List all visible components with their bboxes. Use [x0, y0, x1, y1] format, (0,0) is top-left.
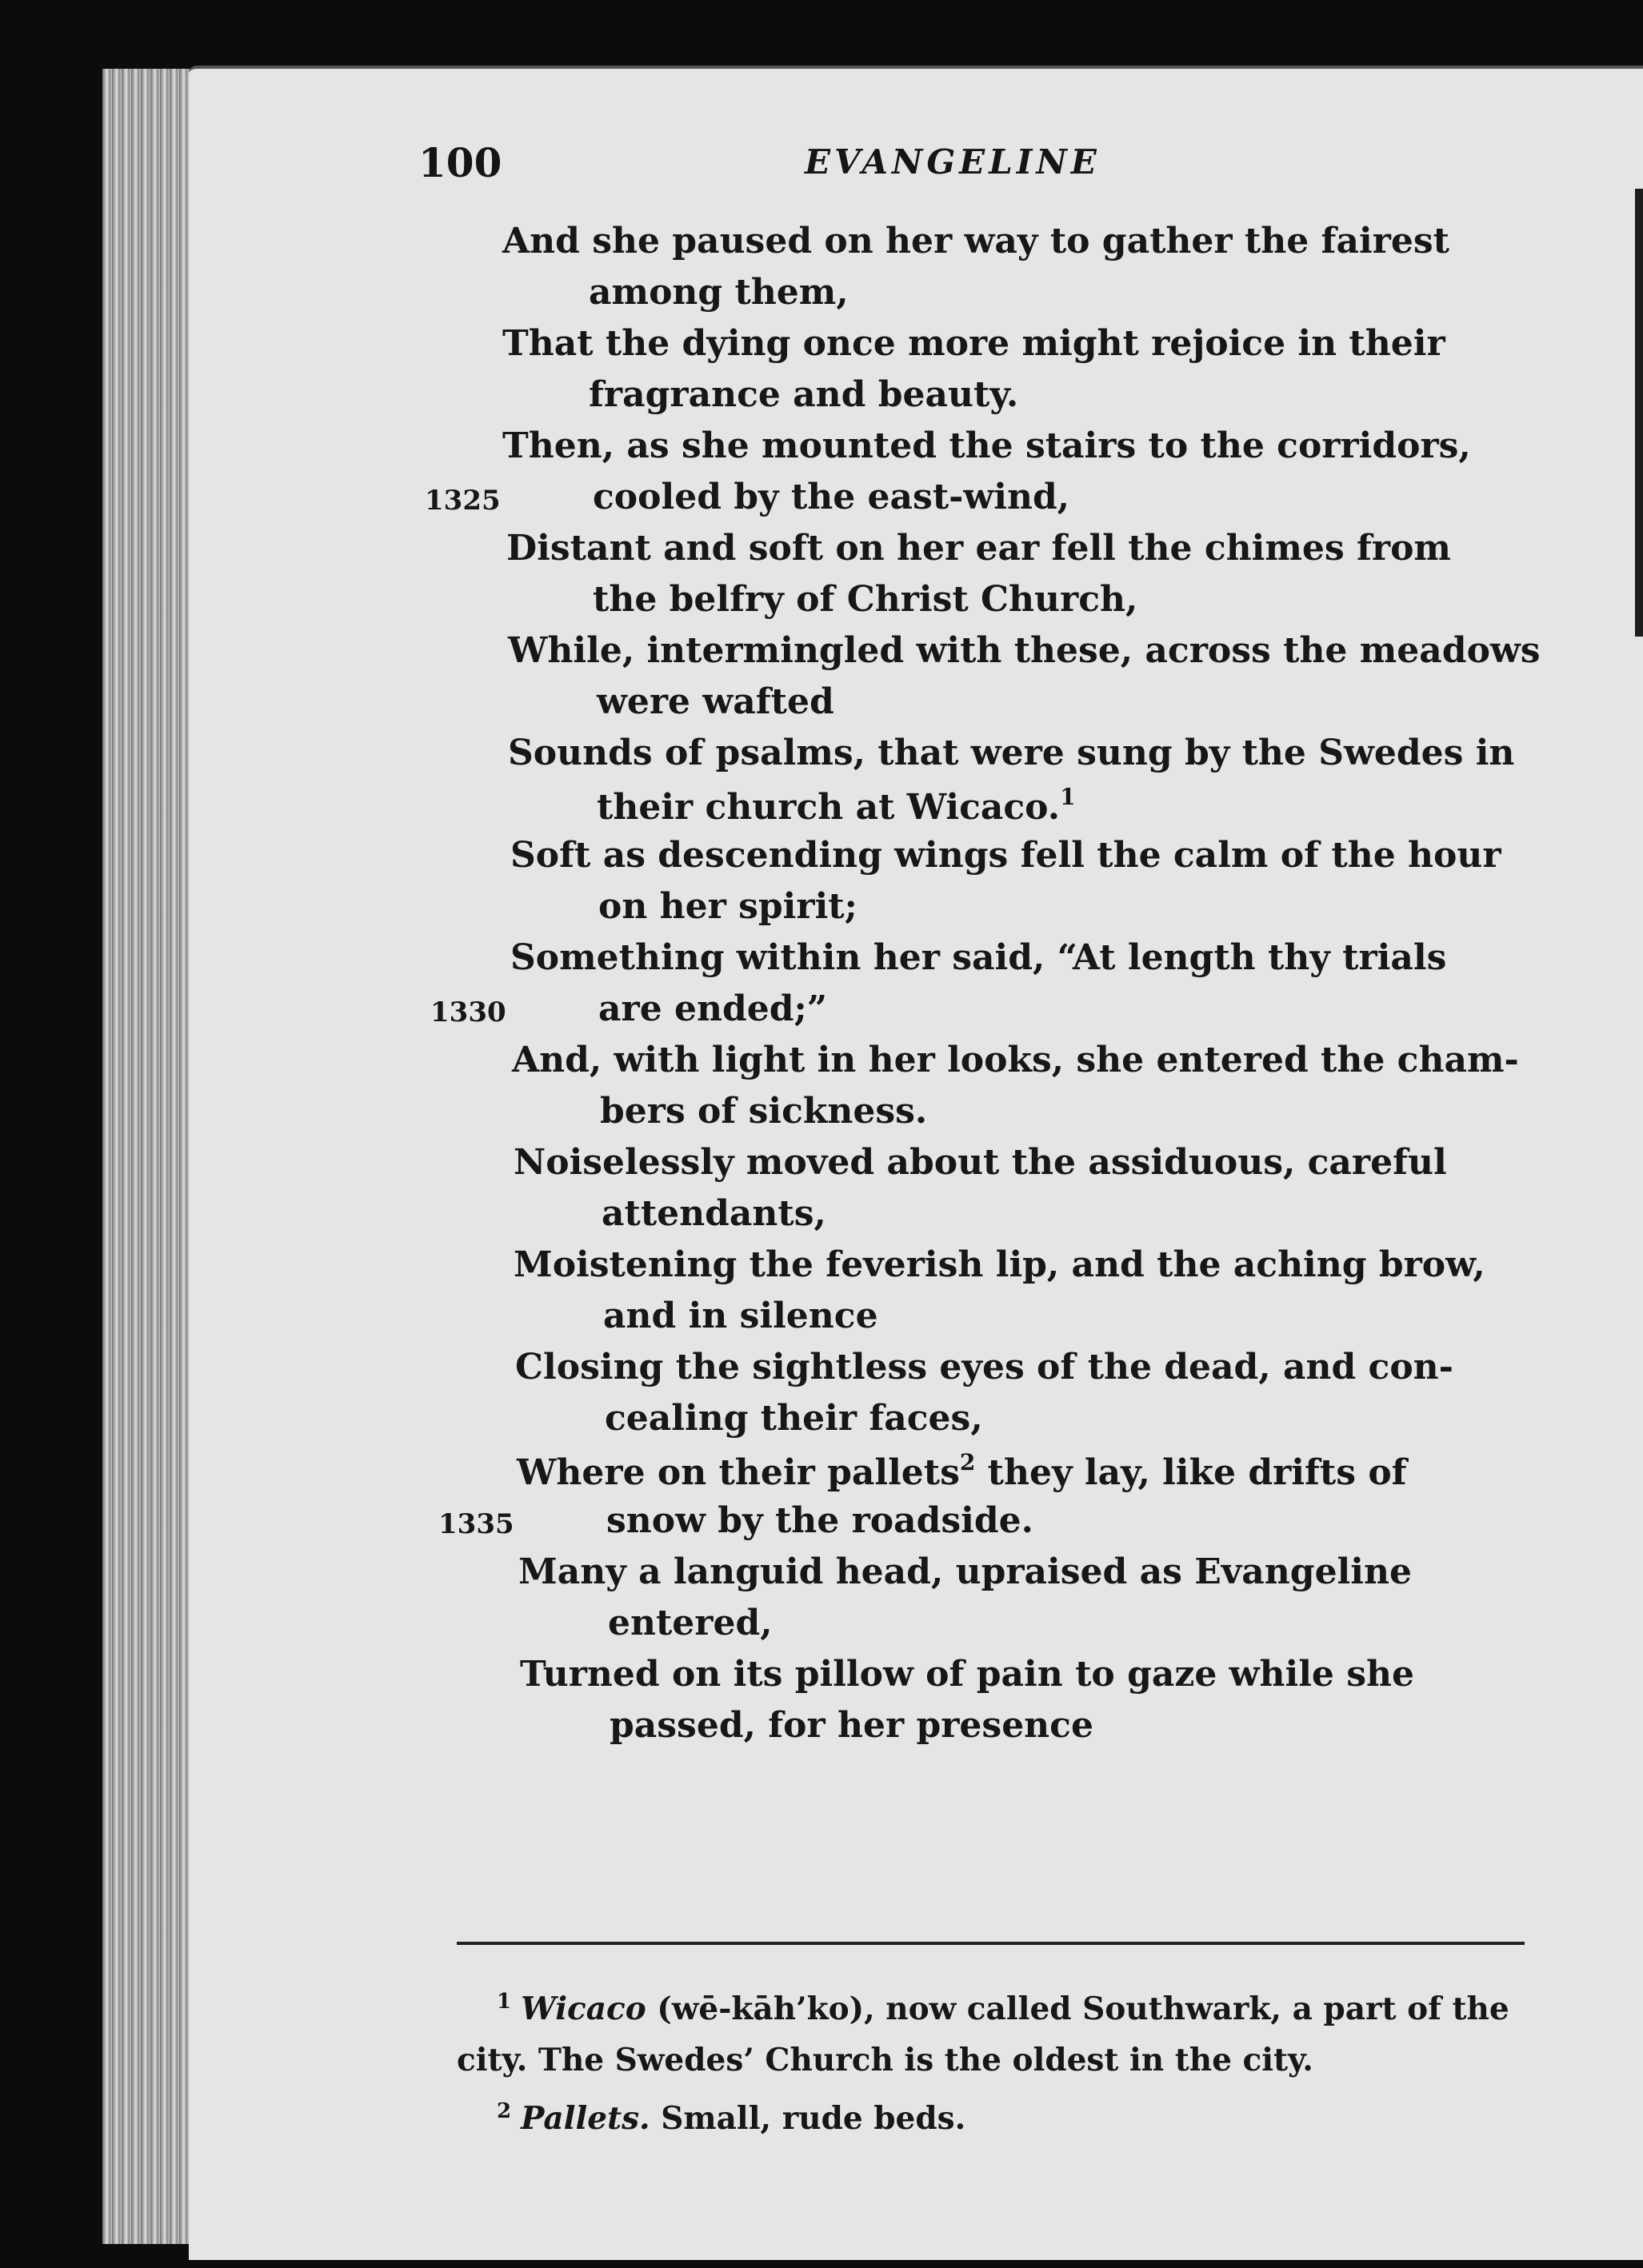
- footnote: [457, 1976, 1529, 2034]
- footnote-text: (wē-kāh’ko), now called Southwark, a part of the: [646, 1990, 1509, 2027]
- footnote-divider: [457, 1942, 1525, 1945]
- verse-line: Closing the sightless eyes of the dead, and con-: [515, 1347, 1453, 1388]
- footnote-text: Small, rude beds.: [650, 2100, 966, 2137]
- verse-line: on her spirit;: [598, 886, 857, 927]
- verse-line: are ended;”: [598, 988, 828, 1029]
- verse-line: the belfry of Christ Church,: [593, 579, 1138, 620]
- verse-line: cooled by the east-wind,: [593, 477, 1070, 517]
- verse-line: Then, as she mounted the stairs to the corridors,: [502, 425, 1471, 466]
- verse-line: Distant and soft on her ear fell the chimes from: [506, 528, 1451, 569]
- verse-line: and in silence: [603, 1296, 878, 1336]
- footnote-mark: 1: [497, 1990, 512, 2014]
- footnote-term: Wicaco: [521, 1990, 646, 2027]
- verse-line: Many a languid head, upraised as Evangeline: [518, 1551, 1412, 1592]
- verse-line: [597, 784, 1076, 828]
- verse-text: Where on their pallets: [517, 1452, 960, 1493]
- verse-line: passed, for her presence: [610, 1705, 1093, 1746]
- footnote-term: Pallets.: [521, 2100, 650, 2137]
- verse-text: they lay, like drifts of: [975, 1452, 1407, 1493]
- verse-line: attendants,: [602, 1193, 826, 1234]
- verse-line: cealing their faces,: [605, 1398, 983, 1439]
- verse-line: Soft as descending wings fell the calm of the hour: [510, 835, 1501, 876]
- verse-line: Sounds of psalms, that were sung by the Swedes in: [508, 733, 1515, 773]
- line-number: 1325: [425, 485, 501, 517]
- verse-line: While, intermingled with these, across the meadows: [508, 630, 1541, 671]
- verse-line: And, with light in her looks, she entered the cham-: [512, 1040, 1519, 1080]
- book-page-edges: [102, 69, 199, 2244]
- verse-line: [517, 1449, 1407, 1493]
- verse-line: Noiselessly moved about the assiduous, careful: [514, 1142, 1447, 1183]
- footnote-mark: 2: [497, 2099, 512, 2123]
- footnote-continuation: city. The Swedes’ Church is the oldest in the city.: [457, 2042, 1313, 2078]
- verse-line: among them,: [589, 272, 849, 313]
- line-number: 1335: [438, 1508, 514, 1540]
- verse-text: their church at Wicaco.: [597, 787, 1061, 828]
- verse-line: entered,: [608, 1603, 773, 1643]
- verse-line: That the dying once more might rejoice in their: [502, 323, 1445, 364]
- footnote-reference: 2: [959, 1449, 976, 1475]
- footnotes: [457, 1976, 1529, 2144]
- footnote: [457, 2086, 1529, 2144]
- verse-line: Something within her said, “At length thy trials: [510, 937, 1447, 978]
- verse-line: were wafted: [597, 681, 834, 722]
- verse-line: Moistening the feverish lip, and the aching brow,: [514, 1244, 1485, 1285]
- running-title: EVANGELINE: [805, 142, 1101, 182]
- verse-line: bers of sickness.: [600, 1091, 928, 1132]
- verse-line: snow by the roadside.: [606, 1500, 1033, 1541]
- verse-line: And she paused on her way to gather the fairest: [502, 221, 1449, 262]
- verse-line: fragrance and beauty.: [589, 374, 1019, 415]
- line-number: 1330: [430, 996, 506, 1028]
- book-page: [189, 66, 1643, 2260]
- poem-text: [189, 221, 1643, 1780]
- footnote-reference: 1: [1060, 784, 1076, 810]
- page-number: 100: [418, 139, 502, 186]
- verse-line: Turned on its pillow of pain to gaze while she: [520, 1654, 1415, 1695]
